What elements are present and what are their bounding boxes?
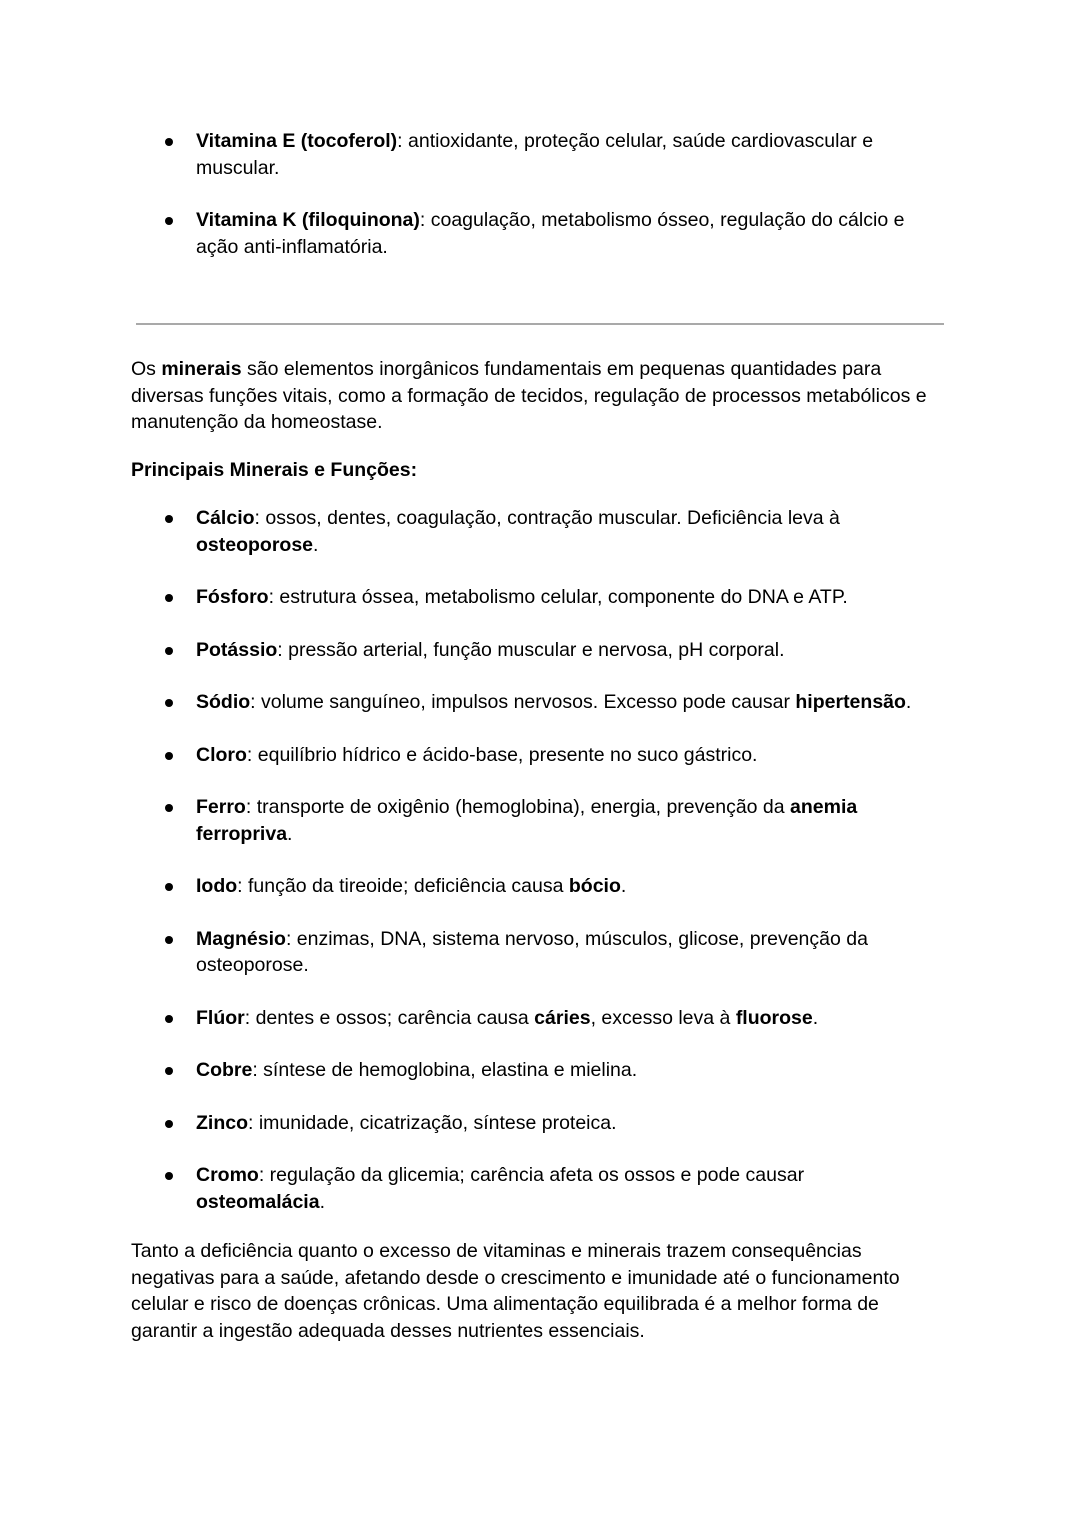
text-segment: : volume sanguíneo, impulsos nervosos. Excesso pode causar	[250, 691, 796, 713]
list-item	[0, 926, 1080, 979]
text-segment: : transporte de oxigênio (hemoglobina), energia, prevenção da	[245, 796, 791, 818]
vitamin-name: Vitamina K (filoquinona)	[196, 209, 420, 231]
text-segment: : enzimas, DNA, sistema nervoso, músculos, glicose, prevenção da osteoporose.	[196, 927, 868, 976]
list-item	[0, 1057, 1080, 1084]
text-segment: .	[812, 1006, 819, 1029]
section-heading-text: Principais Minerais e Funções:	[131, 459, 418, 481]
list-item	[0, 207, 1080, 260]
bold-term: bócio	[568, 875, 621, 897]
bold-term: hipertensão	[795, 691, 906, 713]
text-segment: .	[905, 691, 912, 713]
bullet-icon	[165, 699, 173, 707]
list-item	[0, 128, 1080, 181]
list-item	[0, 505, 1080, 558]
list-item	[0, 1162, 1080, 1215]
vitamin-list	[0, 128, 1080, 260]
list-item	[0, 794, 1080, 847]
text-segment: : ossos, dentes, coagulação, contração muscular. Deficiência leva à	[254, 507, 840, 529]
bullet-icon	[165, 594, 173, 602]
bold-term: osteomalácia	[196, 1190, 320, 1213]
bullet-icon	[165, 883, 173, 891]
text-segment: .	[313, 533, 319, 556]
bold-term: cáries	[534, 1006, 591, 1029]
horizontal-divider	[136, 323, 944, 325]
bold-term: Ferro	[196, 796, 246, 818]
bullet-icon	[165, 515, 173, 523]
bold-term: osteoporose	[196, 533, 314, 556]
bullet-icon	[165, 1120, 173, 1128]
bold-term: Flúor	[196, 1006, 245, 1029]
list-item	[0, 1110, 1080, 1137]
bold-term: Cromo	[196, 1164, 259, 1186]
bullet-icon	[165, 1067, 173, 1075]
list-item	[0, 637, 1080, 664]
intro-text-pre: Os	[131, 358, 162, 380]
list-item	[0, 873, 1080, 900]
conclusion-paragraph: Tanto a deficiência quanto o excesso de vitaminas e minerais trazem consequências negativas para a saúde, afetando desde o crescimento e imunidade até o funcionamento celular e risco de doenças crônicas. Uma alimentação equilibrada é a melhor forma de garantir a ingestão adequada desses nutrientes essenciais.	[131, 1240, 900, 1342]
text-segment: : regulação da glicemia; carência afeta os ossos e pode causar	[258, 1164, 805, 1186]
text-segment: : pressão arterial, função muscular e nervosa, pH corporal.	[277, 638, 785, 661]
bullet-icon	[165, 138, 173, 146]
text-segment: : função da tireoide; deficiência causa	[237, 875, 569, 897]
bullet-icon	[165, 804, 173, 812]
bullet-icon	[165, 1015, 173, 1023]
vitamin-description: : antioxidante, proteção celular, saúde cardiovascular e muscular.	[196, 130, 874, 179]
bold-term: Zinco	[196, 1111, 248, 1134]
list-item	[0, 584, 1080, 611]
list-item	[0, 1005, 1080, 1032]
text-segment: .	[620, 875, 627, 897]
text-segment: .	[319, 1190, 325, 1213]
bold-term: Cloro	[196, 743, 247, 766]
text-segment: : estrutura óssea, metabolismo celular, componente do DNA e ATP.	[268, 586, 848, 608]
bullet-icon	[165, 1172, 173, 1180]
list-item	[0, 689, 1080, 716]
bold-term: Cálcio	[196, 507, 255, 529]
intro-text-post: são elementos inorgânicos fundamentais em pequenas quantidades para diversas funções vitais, como a formação de tecidos, regulação de processos metabólicos e manutenção da homeostase.	[131, 358, 927, 433]
bullet-icon	[165, 752, 173, 760]
bullet-icon	[165, 647, 173, 655]
vitamin-description: : coagulação, metabolismo ósseo, regulação do cálcio e ação anti-inflamatória.	[196, 209, 905, 258]
bold-term: anemia ferropriva	[196, 796, 858, 845]
bold-term: Fósforo	[196, 586, 269, 608]
intro-text-bold: minerais	[161, 358, 242, 380]
text-segment: : imunidade, cicatrização, síntese proteica.	[248, 1111, 617, 1134]
bullet-icon	[165, 936, 173, 944]
bold-term: Potássio	[196, 638, 278, 661]
list-item	[0, 742, 1080, 769]
mineral-list	[0, 505, 1080, 1215]
bold-term: fluorose	[735, 1006, 813, 1029]
vitamin-name: Vitamina E (tocoferol)	[196, 130, 398, 152]
bold-term: Iodo	[196, 875, 238, 897]
text-segment: , excesso leva à	[590, 1006, 736, 1029]
bold-term: Magnésio	[196, 927, 286, 950]
text-segment: : equilíbrio hídrico e ácido-base, presente no suco gástrico.	[246, 743, 758, 766]
text-segment: : síntese de hemoglobina, elastina e mielina.	[252, 1059, 638, 1081]
text-segment: : dentes e ossos; carência causa	[244, 1006, 535, 1029]
intro-paragraph	[0, 356, 1080, 436]
text-segment: .	[287, 822, 293, 845]
bold-term: Cobre	[196, 1059, 253, 1081]
bold-term: Sódio	[196, 691, 251, 713]
bullet-icon	[165, 217, 173, 225]
section-heading	[0, 457, 1080, 484]
